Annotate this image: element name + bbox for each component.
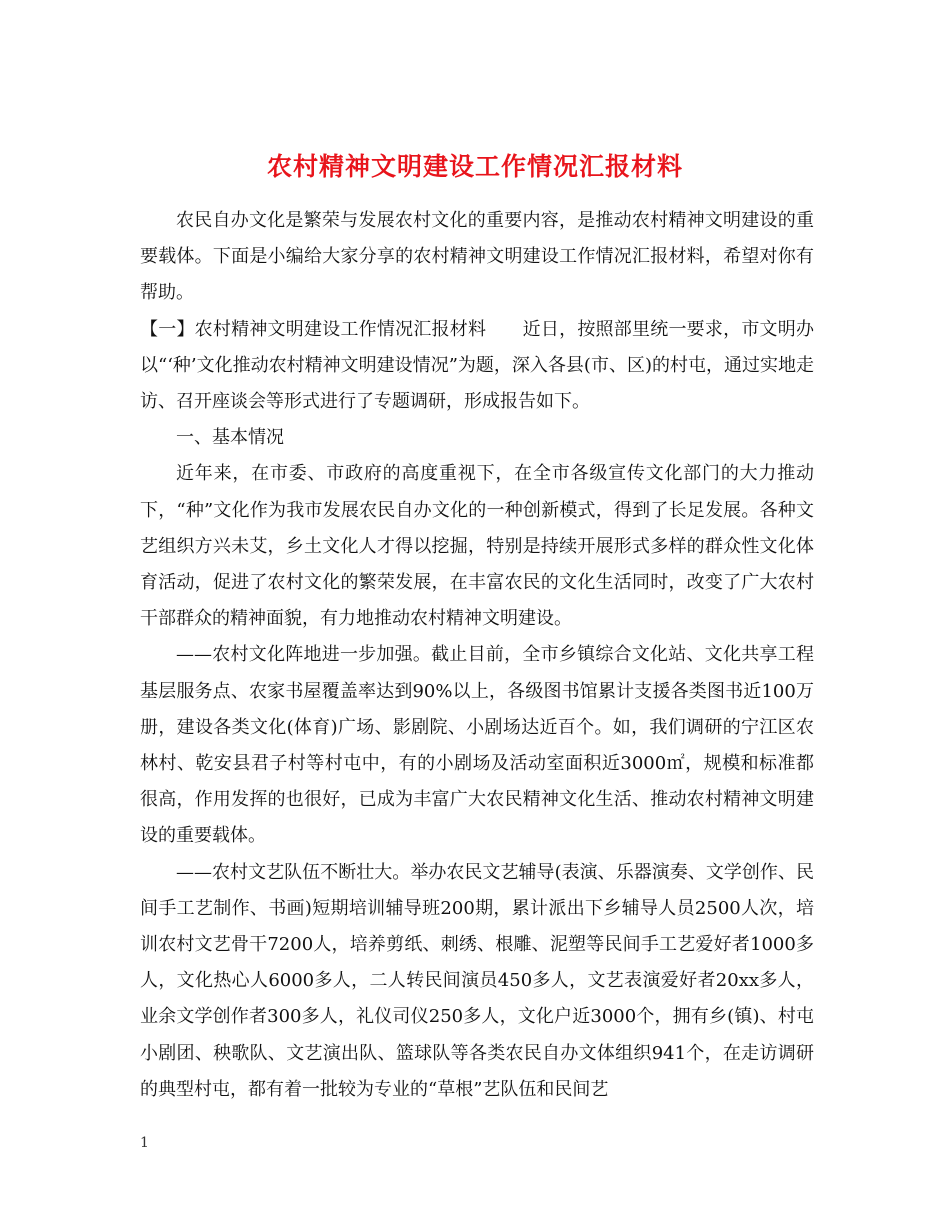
paragraph-section-one: 【一】农村精神文明建设工作情况汇报材料 近日，按照部里统一要求，市文明办以“‘种’文化推动农村精神文明建设情况”为题，深入各县(市、区)的村屯，通过实地走访、召开座谈会等形式进行了专题调研，形成报告如下。 bbox=[140, 318, 814, 413]
document-body bbox=[140, 203, 814, 1108]
document-title: 农村精神文明建设工作情况汇报材料 bbox=[266, 151, 683, 181]
paragraph-intro: 农民自办文化是繁荣与发展农村文化的重要内容，是推动农村精神文明建设的重要载体。下面是小编给大家分享的农村精神文明建设工作情况汇报材料，希望对你有帮助。 bbox=[140, 210, 814, 304]
paragraph-recent-years: 近年来，在市委、市政府的高度重视下，在全市各级宣传文化部门的大力推动下，“种”文化作为我市发展农民自办文化的一种创新模式，得到了长足发展。各种文艺组织方兴未艾，乡土文化人才得以挖掘，特别是持续开展形式多样的群众性文化体育活动，促进了农村文化的繁荣发展，在丰富农民的文化生活同时，改变了广大农村干部群众的精神面貌，有力地推动农村精神文明建设。 bbox=[140, 463, 814, 630]
paragraph-cultural-venues: ——农村文化阵地进一步加强。截止目前，全市乡镇综合文化站、文化共享工程基层服务点、农家书屋覆盖率达到90%以上，各级图书馆累计支援各类图书近100万册，建设各类文化(体育)广场、影剧院、小剧场达近百个。如，我们调研的宁江区农林村、乾安县君子村等村屯中，有的小剧场及活动室面积近3000㎡，规模和标准都很高，作用发挥的也很好，已成为丰富广大农民精神文化生活、推动农村精神文明建设的重要载体。 bbox=[140, 644, 814, 847]
paragraph-art-teams: ——农村文艺队伍不断壮大。举办农民文艺辅导(表演、乐器演奏、文学创作、民间手工艺制作、书画)短期培训辅导班200期，累计派出下乡辅导人员2500人次，培训农村文艺骨干7200人，培养剪纸、刺绣、根雕、泥塑等民间手工艺爱好者1000多人，文化热心人6000多人，二人转民间演员450多人，文艺表演爱好者20xx多人，业余文学创作者300多人，礼仪司仪250多人，文化户近3000个，拥有乡(镇)、村屯小剧团、秧歌队、文艺演出队、篮球队等各类农民自办文体组织941个，在走访调研的典型村屯，都有着一批较为专业的“草根”艺队伍和民间艺 bbox=[140, 861, 814, 1100]
heading-basic-situation: 一、基本情况 bbox=[176, 427, 284, 449]
page-number: 1 bbox=[140, 1135, 149, 1151]
